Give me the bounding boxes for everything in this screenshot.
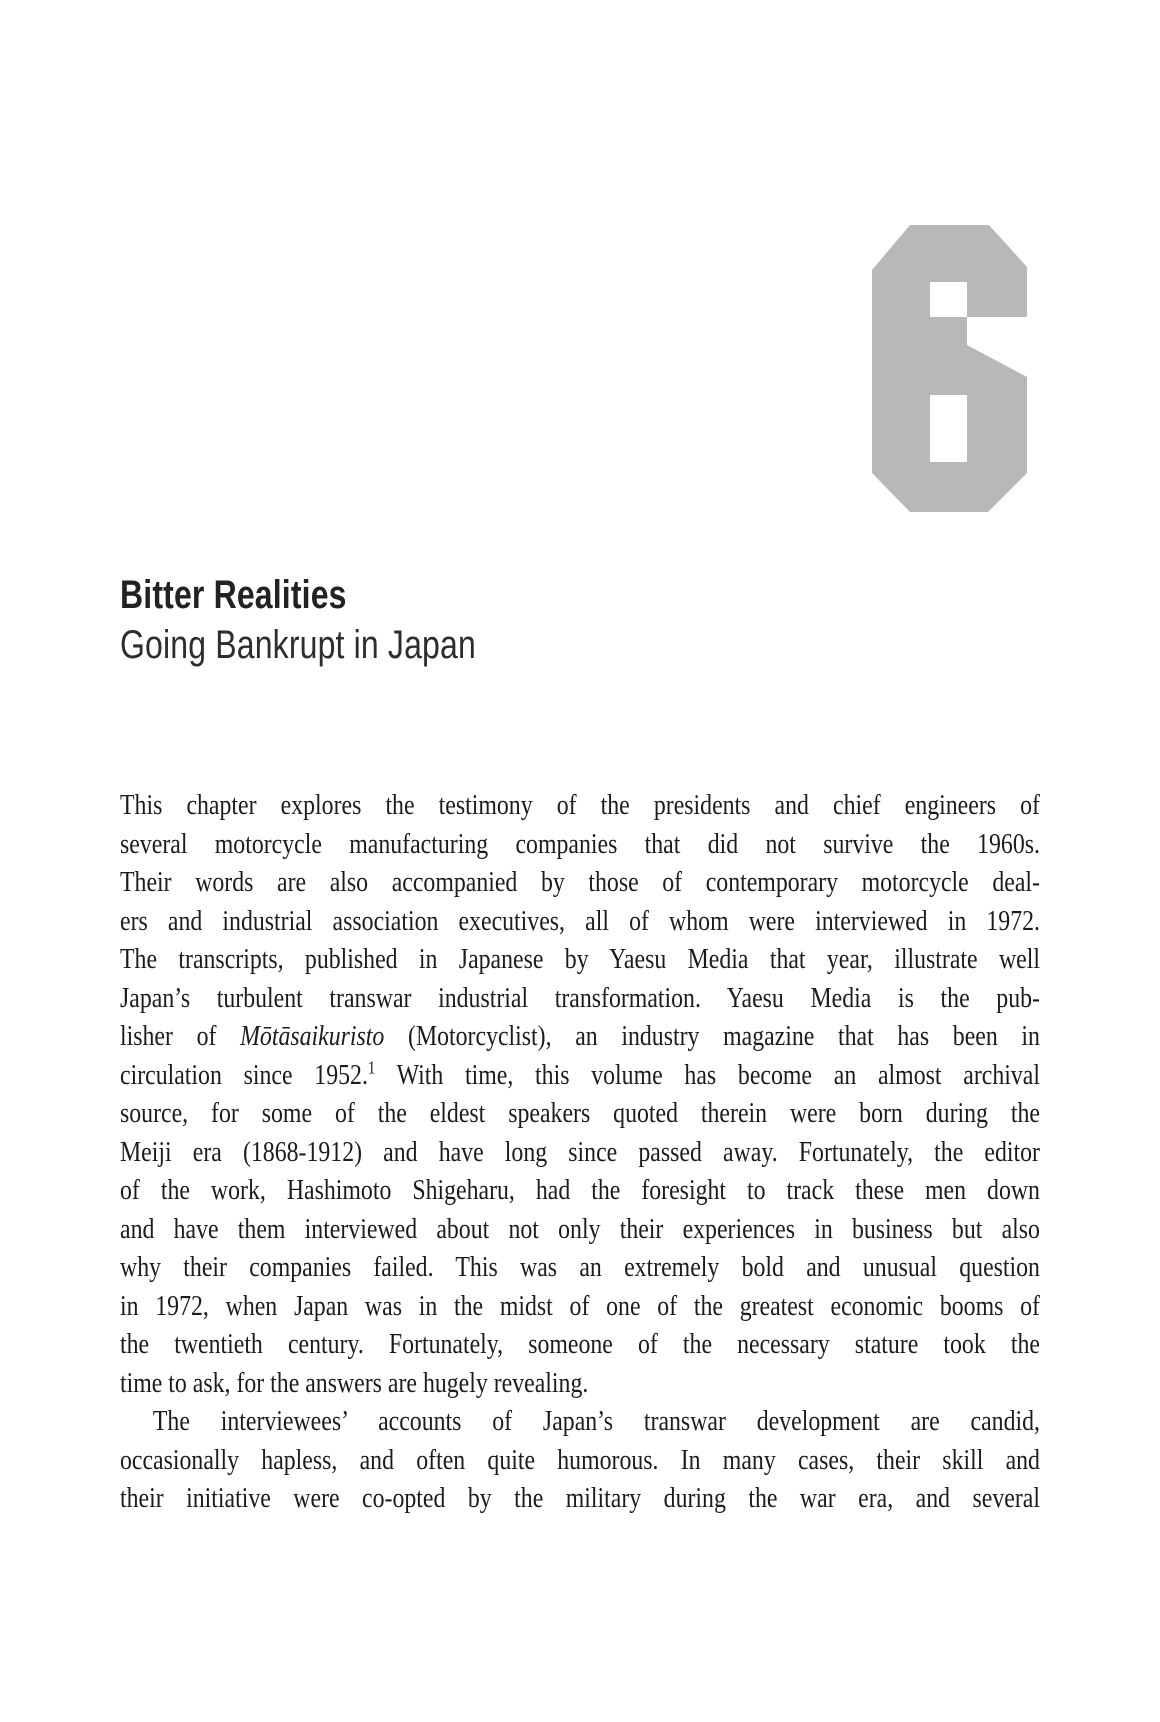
body-line: The transcripts, published in Japanese by Yaesu Media that year, illustrate well [120,943,1040,975]
body-line: why their companies failed. This was an extremely bold and unusual question [120,1251,1040,1283]
body-line: and have them interviewed about not only their experiences in business but also [120,1212,1040,1245]
body-line: lisher of Mōtāsaikuristo (Motorcyclist), an industry magazine that has been in [120,1020,1040,1052]
body-line: in 1972, when Japan was in the midst of one of the greatest economic booms of [120,1289,1040,1322]
chapter-subtitle: Going Bankrupt in Japan [120,623,476,667]
chapter-number [872,225,1027,512]
body-line: The interviewees’ accounts of Japan’s transwar development are candid, [152,1405,1040,1437]
body-line: source, for some of the eldest speakers quoted therein were born during the [120,1097,1040,1129]
body-line: Meiji era (1868-1912) and have long since passed away. Fortunately, the editor [120,1135,1040,1168]
body-line: circulation since 1952.$^1$ With time, this volume has become an almost archival [120,1056,1040,1091]
body-line: their initiative were co-opted by the military during the war era, and several [120,1482,1040,1514]
paragraph [120,1402,1040,1518]
body-line: occasionally hapless, and often quite humorous. In many cases, their skill and [120,1443,1040,1476]
body-text [120,786,1040,1518]
body-line: ers and industrial association executives, all of whom were interviewed in 1972. [120,904,1040,937]
body-line: Japan’s turbulent transwar industrial transformation. Yaesu Media is the pub- [120,981,1040,1014]
body-line: of the work, Hashimoto Shigeharu, had the foresight to track these men down [120,1174,1040,1206]
body-line: time to ask, for the answers are hugely revealing. [120,1366,589,1399]
chapter-heading [120,570,476,670]
chapter-number-glyph [872,225,1027,512]
body-line: This chapter explores the testimony of the presidents and chief engineers of [120,789,1040,821]
paragraph [120,786,1040,1402]
body-line: Their words are also accompanied by those of contemporary motorcycle deal- [120,866,1040,898]
body-line: the twentieth century. Fortunately, someone of the necessary stature took the [120,1328,1040,1360]
chapter-title: Bitter Realities [120,573,347,617]
body-line: several motorcycle manufacturing companies that did not survive the 1960s. [120,827,1040,860]
